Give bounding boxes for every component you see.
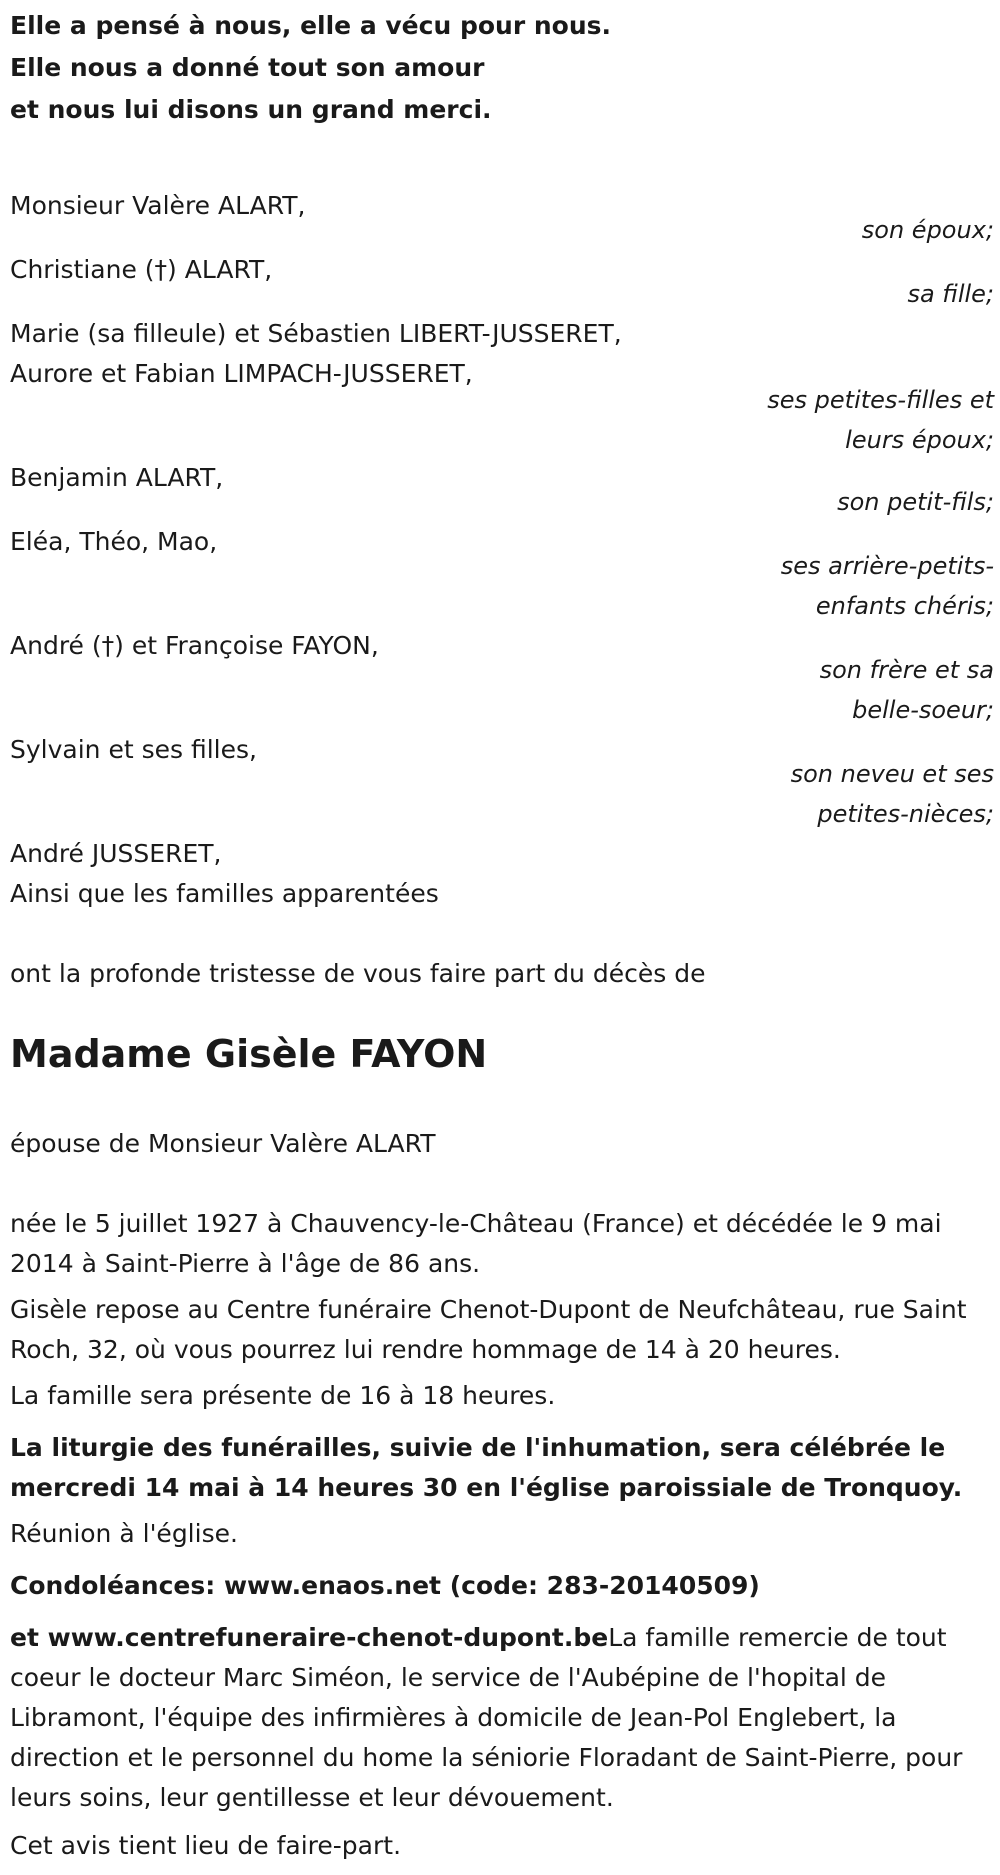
thanks-text: La famille remercie de tout coeur le docteur Marc Siméon, le service de l'Aubépine de l'hopital de Libramont, l'équipe des infirmières à domicile de Jean-Pol Englebert, la direction et le personnel du home la séniorie Floradant de Saint-Pierre, pour leurs soins, leur gentillesse et leur dévouement.	[10, 1623, 963, 1812]
deceased-name: Madame Gisèle FAYON	[10, 1032, 488, 1076]
family-relation: son frère et sa	[819, 656, 994, 684]
family-name: Benjamin ALART,	[10, 463, 224, 492]
family-name: Aurore et Fabian LIMPACH-JUSSERET,	[10, 359, 473, 388]
family-relation: enfants chéris;	[815, 592, 994, 620]
family-relation: petites-nièces;	[817, 800, 994, 828]
family-name: André (†) et Françoise FAYON,	[10, 631, 379, 660]
family-name: Sylvain et ses filles,	[10, 735, 257, 764]
family-relation: ses petites-filles et	[767, 386, 994, 414]
family-relation: belle-soeur;	[852, 696, 994, 724]
family-name: Eléa, Théo, Mao,	[10, 527, 218, 556]
family-name: André JUSSERET,	[10, 839, 222, 868]
intro-line-3: et nous lui disons un grand merci.	[10, 95, 492, 124]
meeting-paragraph: Réunion à l'église.	[10, 1519, 238, 1548]
family-relation: leurs époux;	[845, 426, 994, 454]
condolences-website-link: et www.centrefuneraire-chenot-dupont.be	[10, 1623, 609, 1652]
birth-death-paragraph: née le 5 juillet 1927 à Chauvency-le-Château (France) et décédée le 9 mai 2014 à Saint-Pierre à l'âge de 86 ans.	[10, 1209, 942, 1278]
family-presence-paragraph: La famille sera présente de 16 à 18 heures.	[10, 1381, 556, 1410]
family-relation: ses arrière-petits-	[780, 552, 994, 580]
announcement-text: ont la profonde tristesse de vous faire part du décès de	[10, 959, 706, 988]
rest-location-paragraph: Gisèle repose au Centre funéraire Chenot-Dupont de Neufchâteau, rue Saint Roch, 32, où vous pourrez lui rendre hommage de 14 à 20 heures.	[10, 1295, 967, 1364]
family-name: Marie (sa filleule) et Sébastien LIBERT-JUSSERET,	[10, 319, 622, 348]
thanks-paragraph	[10, 1618, 995, 1818]
family-name: Christiane (†) ALART,	[10, 255, 273, 284]
family-relation: son époux;	[861, 216, 994, 244]
family-relation: son neveu et ses	[790, 760, 994, 788]
closing-line: Cet avis tient lieu de faire-part.	[10, 1831, 402, 1860]
family-name: Ainsi que les familles apparentées	[10, 879, 439, 908]
family-name: Monsieur Valère ALART,	[10, 191, 306, 220]
family-relation: son petit-fils;	[837, 488, 994, 516]
liturgy-paragraph: La liturgie des funérailles, suivie de l'inhumation, sera célébrée le mercredi 14 mai à 14 heures 30 en l'église paroissiale de Tronquoy.	[10, 1433, 963, 1502]
intro-line-1: Elle a pensé à nous, elle a vécu pour nous.	[10, 11, 612, 40]
family-relation: sa fille;	[907, 280, 994, 308]
intro-line-2: Elle nous a donné tout son amour	[10, 53, 485, 82]
spouse-line: épouse de Monsieur Valère ALART	[10, 1129, 436, 1158]
condolences-line: Condoléances: www.enaos.net (code: 283-20140509)	[10, 1571, 760, 1600]
